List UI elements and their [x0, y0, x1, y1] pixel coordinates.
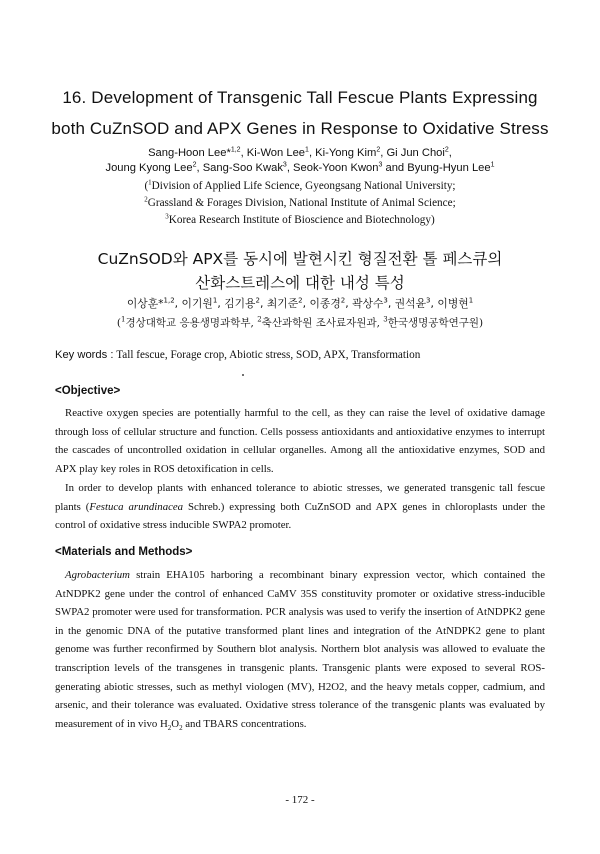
author-name: Gi Jun Choi: [386, 147, 445, 159]
author-line-2: Joung Kyong Lee$^2$, Sang-Soo Kwak$^3$, Seok-Yoon Kwon$^3$ and Byung-Hyun Lee$^1$: [105, 161, 495, 174]
keywords: [55, 349, 420, 361]
affiliation-3: $^3$Korea Research Institute of Bioscience and Biotechnology): [165, 212, 435, 226]
keywords-text: Tall fescue, Forage crop, Abiotic stress, SOD, APX, Transformation: [116, 349, 421, 361]
paper-title-line-1: 16. Development of Transgenic Tall Fescue Plants Expressing: [62, 88, 538, 107]
keywords-label: Key words :: [55, 349, 114, 361]
author-line-1: Sang-Hoon Lee*$^{1,2}$, Ki-Won Lee$^1$, Ki-Yong Kim$^2$, Gi Jun Choi$^2$,: [148, 146, 452, 159]
author-name: Seok-Yoon Kwon: [293, 162, 379, 174]
author-name: Sang-Hoon Lee*: [148, 147, 231, 159]
author-name: Ki-Yong Kim: [315, 147, 377, 159]
korean-authors: 이상훈*$^{1,2}$, 이기원$^1$, 김기용$^2$, 최기준$^2$, 이종경$^2$, 곽상수$^3$, 권석윤$^3$, 이병현$^1$: [126, 296, 474, 310]
author-name: Byung-Hyun Lee: [407, 162, 491, 174]
objective-heading: <Objective>: [55, 385, 121, 397]
author-name: Joung Kyong Lee: [105, 162, 193, 174]
methods-paragraph: Agrobacterium strain EHA105 harboring a recombinant binary expression vector, which contained the AtNDPK2 gene under the control of enhanced CaMV 35S constituvity promoter or oxidative stress-inducible SWPA2 promoter were used for transformation. PCR analysis was used to verify the insertion of AtNDPK2 gene in the genomic DNA of the putative transformed plant lines and integration of the AtNDPK2 gene to plant genome was further reconfirmed by Southern blot analysis. Northern blot analysis was allowed to evaluate the transcription levels of the transgenes in transgenic plants. Transgenic plants were exposed to several ROS-generating abiotic stresses, such as methyl viologen (MV), H2O2, and the heavy metals copper, cadmium, and arsenic, and their tolerance was evaluated. Oxidative stress tolerance of the transgenic plants was evaluated by measurement of in vivo $H_2O_2$ and TBARS concentrations.: [55, 569, 545, 732]
objective-paragraph-2: In order to develop plants with enhanced tolerance to abiotic stresses, we generated transgenic tall fescue plants (Festuca arundinacea Schreb.) expressing both CuZnSOD and APX genes in chloroplasts under the control of oxidative stress inducible SWPA2 promoter.: [55, 482, 546, 532]
page-number: - 172 -: [285, 794, 315, 806]
affiliation-1: ($^1$Division of Applied Life Science, Gyeongsang National University;: [144, 178, 456, 192]
affiliation-2: $^2$Grassland & Forages Division, National Institute of Animal Science;: [144, 195, 456, 209]
species-name: Festuca arundinacea: [89, 500, 184, 513]
genus-name: Agrobacterium: [65, 569, 130, 581]
author-name: Ki-Won Lee: [246, 147, 306, 159]
methods-heading: <Materials and Methods>: [55, 546, 193, 558]
korean-title-line-1: CuZnSOD와 APX를 동시에 발현시킨 형질전환 톨 페스큐의: [97, 250, 503, 268]
author-conjunction: and: [385, 162, 405, 174]
korean-title-line-2: 산화스트레스에 대한 내성 특성: [195, 274, 405, 292]
stray-dot: [242, 374, 244, 376]
objective-paragraph-1: Reactive oxygen species are potentially harmful to the cell, as they can raise the level of oxidative damage through loss of cellular structure and function. Cells possess antioxidants and antioxidative enzymes to interrupt the cascades of uncontrolled oxidation in cellular organelles. Among all the antioxidative enzymes, SOD and APX play key roles in ROS detoxification in cells.: [55, 407, 545, 475]
author-name: Sang-Soo Kwak: [202, 162, 283, 174]
korean-affiliations: ($^1$경상대학교 응용생명과학부, $^2$축산과학원 조사료자원과, $^3$한국생명공학연구원): [116, 315, 484, 329]
paper-title-line-2: both CuZnSOD and APX Genes in Response to Oxidative Stress: [51, 119, 549, 138]
